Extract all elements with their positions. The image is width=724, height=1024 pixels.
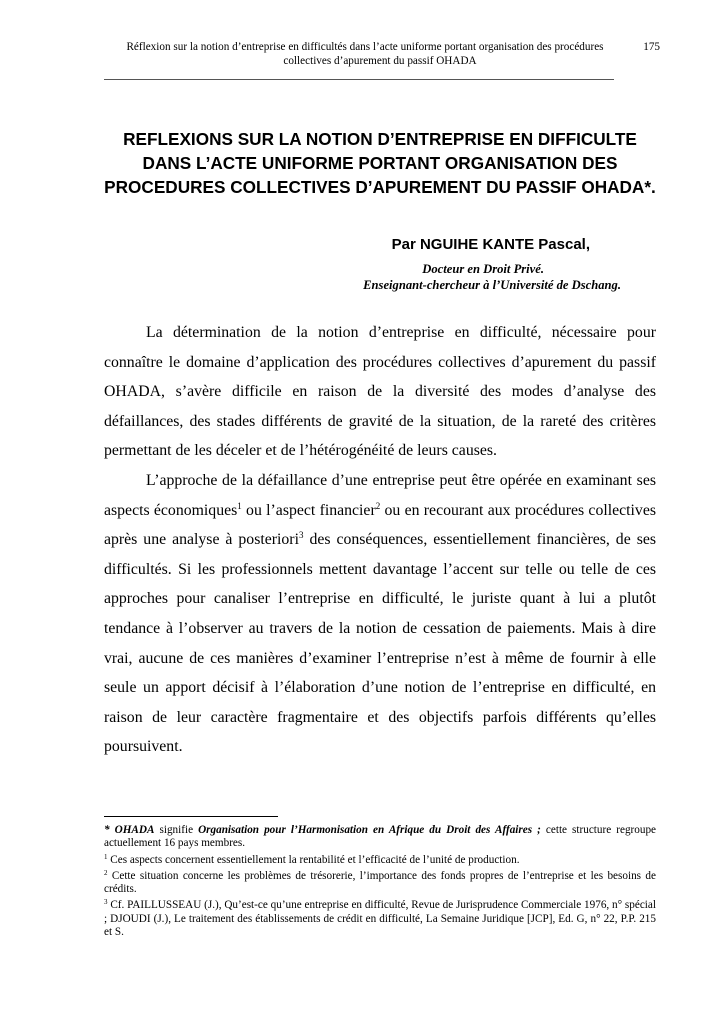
- paragraph-1: La détermination de la notion d’entreprise en difficulté, nécessaire pour connaître le domaine d’application des procédures collectives d’apurement du passif OHADA, s’avère difficile en raison de la diversité des modes d’analyse des défaillances, des stades différents de gravité de la situation, de la rareté des critères permettant de les déceler et de l’hétérogénéité de leurs causes.: [104, 324, 656, 460]
- footnote-star-label: * OHADA: [104, 824, 155, 836]
- footnote-star: [104, 824, 656, 851]
- author-title: Docteur en Droit Privé.: [422, 262, 544, 276]
- author-name: Par NGUIHE KANTE Pascal,: [391, 236, 590, 253]
- header-rule: [104, 79, 614, 80]
- footnote-3-text: Cf. PAILLUSSEAU (J.), Qu’est-ce qu’une entreprise en difficulté, Revue de Jurisprudence Commerciale 1976, n° spécial ; DJOUDI (J.), Le traitement des établissements de crédit en difficulté, La Semaine Juridique [JCP], Ed. G, n° 22, P.P. 215 et S.: [104, 899, 656, 939]
- footnote-ref-3[interactable]: 3: [298, 530, 304, 541]
- footnote-rule: [104, 816, 278, 817]
- footnote-2-number: 2: [104, 868, 108, 877]
- page-number: 175: [643, 41, 660, 53]
- footnote-1: [104, 854, 656, 867]
- paragraph-2-part-d: des conséquences, essentiellement financières, de ses difficultés. Si les professionnels mettent davantage l’accent sur telle ou telle de ces approches pour canaliser l’entreprise en difficulté, le juriste quant à lui a plutôt tendance à l’observer au travers de la notion de cessation de paiements. Mais à dire vrai, aucune de ces manières d’examiner l’entreprise n’est à même de fournir à elle seule un apport décisif à l’élaboration d’une notion de l’entreprise en difficulté, en raison de leur caractère fragmentaire et des objectifs parfois différents qu’elles poursuivent.: [104, 531, 657, 756]
- running-header-line1: Réflexion sur la notion d’entreprise en difficultés dans l’acte uniforme portant organisation des procédures: [126, 41, 604, 53]
- article-title: REFLEXIONS SUR LA NOTION D’ENTREPRISE EN DIFFICULTE DANS L’ACTE UNIFORME PORTANT ORGANISATION DES PROCEDURES COLLECTIVES D’APUREMENT DU PASSIF OHADA*.: [104, 129, 656, 197]
- paragraph-2: [104, 466, 656, 762]
- footnote-1-text: Ces aspects concernent essentiellement la rentabilité et l’efficacité de l’unité de production.: [107, 853, 520, 866]
- footnote-2: [104, 870, 656, 897]
- body-text: [104, 318, 656, 762]
- footnote-1-number: 1: [104, 852, 108, 861]
- footnote-star-text-b: cette structure regroupe actuellement 16 pays membres.: [104, 824, 657, 850]
- footnote-ref-1[interactable]: 1: [237, 500, 242, 511]
- footnote-2-text: Cette situation concerne les problèmes de trésorerie, l’importance des fonds propres de l’entreprise et les besoins de crédits.: [104, 869, 656, 896]
- footnote-ref-2[interactable]: 2: [375, 500, 381, 511]
- footnote-3-number: 3: [104, 898, 108, 907]
- footnote-3: [104, 899, 656, 939]
- paragraph-2-part-a: L’approche de la défaillance d’une entreprise peut être opérée en examinant ses aspects économiques: [104, 471, 656, 519]
- footnotes: [104, 824, 656, 942]
- author-affiliation: Enseignant-chercheur à l’Université de Dschang.: [363, 278, 621, 292]
- paragraph-2-part-b: ou l’aspect financier: [241, 501, 376, 519]
- footnote-star-text-a: signifie: [154, 824, 199, 836]
- footnote-star-expansion: Organisation pour l’Harmonisation en Afrique du Droit des Affaires ;: [198, 824, 541, 836]
- running-header-line2: collectives d’apurement du passif OHADA: [283, 55, 477, 67]
- running-header: [100, 40, 660, 68]
- paragraph-2-part-c: ou en recourant aux procédures collectives après une analyse à posteriori: [104, 501, 656, 549]
